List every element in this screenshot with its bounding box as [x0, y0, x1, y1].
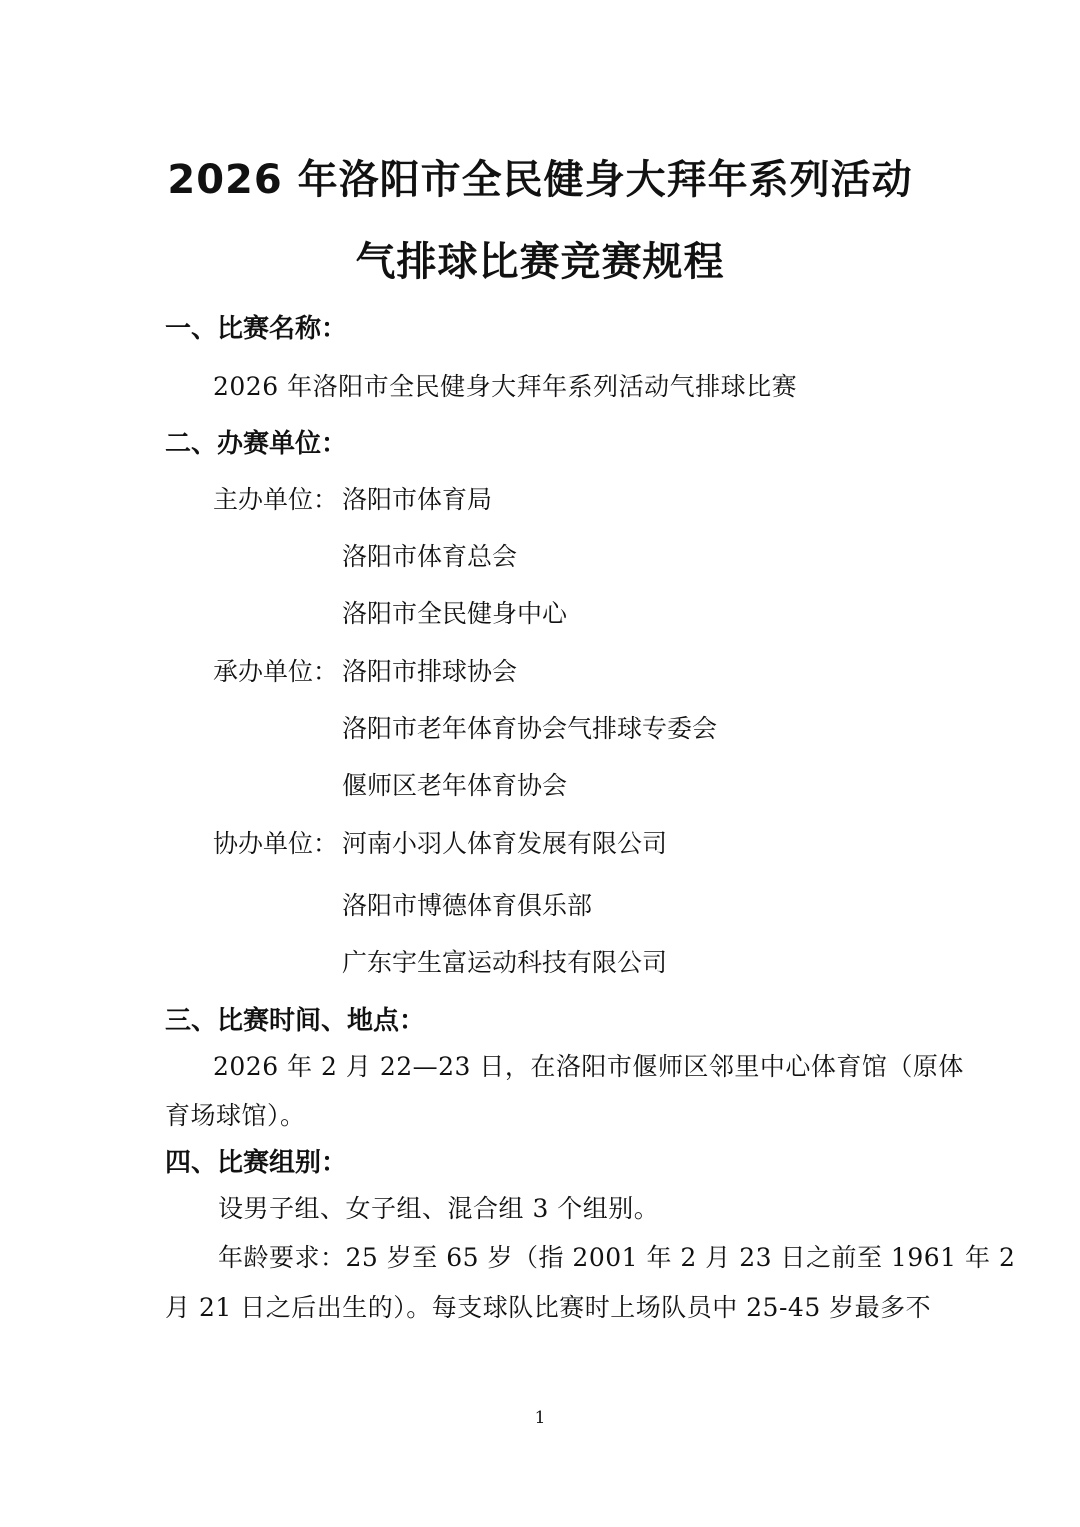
document-title-line-1: 2026 年洛阳市全民健身大拜年系列活动 [167, 157, 913, 203]
page-number: 1 [534, 1408, 546, 1428]
organizer-item: 洛阳市排球协会 [342, 657, 518, 686]
section-heading-time-place: 三、比赛时间、地点： [165, 1006, 426, 1036]
groups-line-1: 设男子组、女子组、混合组 3 个组别。 [218, 1194, 660, 1223]
co-organizer-item: 洛阳市博德体育俱乐部 [342, 891, 593, 920]
host-item: 洛阳市体育总会 [342, 542, 518, 571]
time-place-line-1: 2026 年 2 月 22—23 日，在洛阳市偃师区邻里中心体育馆（原体 [213, 1052, 964, 1081]
age-requirement-line-1: 年龄要求：25 岁至 65 岁（指 2001 年 2 月 23 日之前至 1961 年 2 [218, 1243, 1016, 1272]
host-label: 主办单位： [213, 485, 339, 514]
organizer-label: 承办单位： [213, 657, 339, 686]
time-place-line-2: 育场球馆）。 [165, 1101, 306, 1130]
host-item: 洛阳市体育局 [342, 485, 493, 514]
document-title-line-2: 气排球比赛竞赛规程 [355, 239, 725, 285]
co-organizer-item: 河南小羽人体育发展有限公司 [342, 829, 668, 858]
competition-name-text: 2026 年洛阳市全民健身大拜年系列活动气排球比赛 [213, 372, 798, 401]
age-requirement-line-2: 月 21 日之后出生的）。每支球队比赛时上场队员中 25-45 岁最多不 [165, 1293, 932, 1322]
section-heading-organizers: 二、办赛单位： [165, 429, 348, 459]
section-heading-groups: 四、比赛组别： [165, 1148, 348, 1178]
host-item: 洛阳市全民健身中心 [342, 599, 568, 628]
co-organizer-label: 协办单位： [213, 829, 339, 858]
organizer-item: 偃师区老年体育协会 [342, 771, 568, 800]
organizer-item: 洛阳市老年体育协会气排球专委会 [342, 714, 718, 743]
section-heading-competition-name: 一、比赛名称： [165, 314, 348, 344]
co-organizer-item: 广东宇生富运动科技有限公司 [342, 948, 668, 977]
